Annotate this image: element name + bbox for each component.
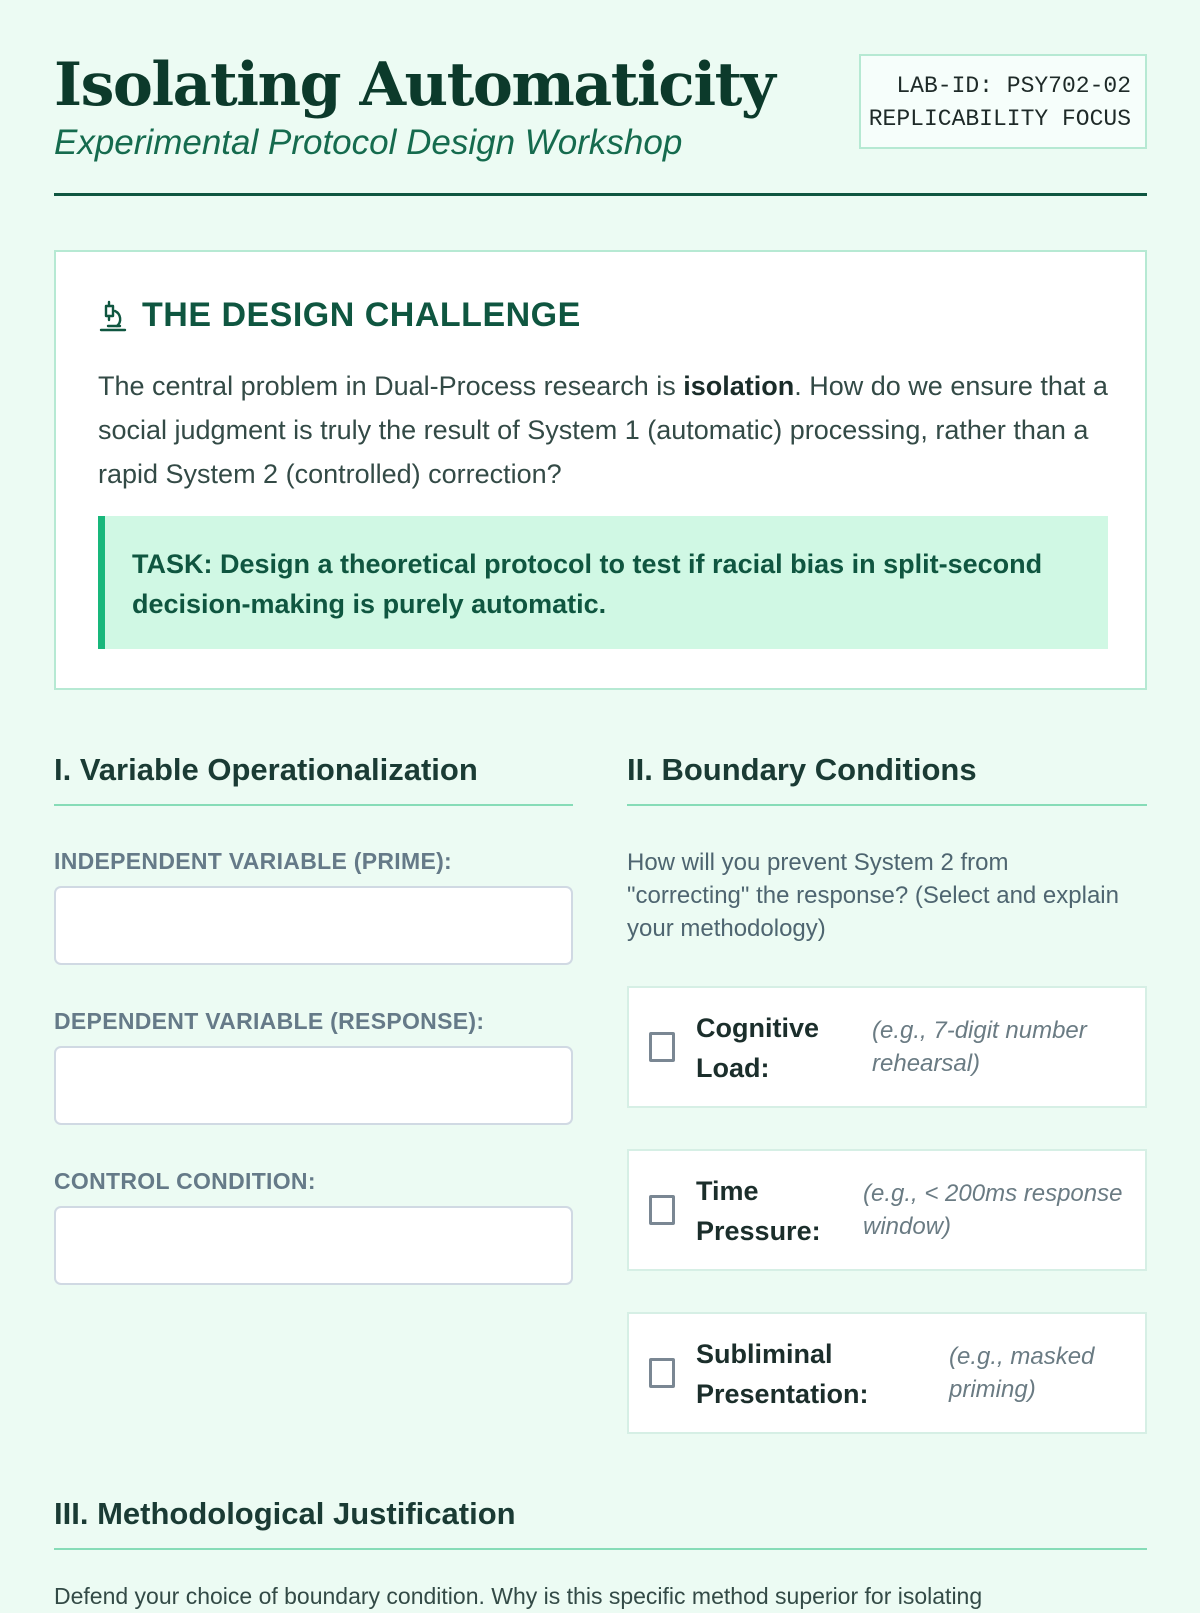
subliminal-presentation-label: Subliminal Presentation:: [696, 1339, 869, 1409]
dependent-variable-label: DEPENDENT VARIABLE (RESPONSE):: [54, 1008, 485, 1034]
lab-focus-label: REPLICABILITY FOCUS: [868, 106, 1131, 132]
time-pressure-checkbox[interactable]: [649, 1195, 675, 1225]
boundary-conditions-description: How will you prevent System 2 from "correcting" the response? (Select and explain your methodology): [627, 849, 1119, 942]
lab-id-box: [859, 54, 1147, 149]
time-pressure-label: Time Pressure:: [696, 1176, 821, 1246]
independent-variable-input[interactable]: [54, 886, 573, 965]
challenge-text-emphasis: isolation: [683, 371, 795, 401]
option-subliminal-presentation[interactable]: [627, 1312, 1147, 1434]
task-callout: TASK: Design a theoretical protocol to test if racial bias in split-second decision-making is purely automatic.: [98, 516, 1108, 649]
design-challenge-card: [54, 250, 1147, 690]
section-variable-operationalization-title: I. Variable Operationalization: [54, 752, 573, 806]
page-header: [54, 0, 1147, 196]
challenge-title: THE DESIGN CHALLENGE: [142, 296, 581, 334]
challenge-heading: [98, 296, 581, 335]
page-title: Isolating Automaticity: [54, 50, 775, 120]
independent-variable-label: INDEPENDENT VARIABLE (PRIME):: [54, 848, 453, 874]
justification-description: Defend your choice of boundary condition. Why is this specific method superior for isolating: [54, 1583, 983, 1609]
time-pressure-example: (e.g., < 200ms response window): [863, 1180, 1123, 1240]
subliminal-presentation-checkbox[interactable]: [649, 1358, 675, 1388]
subliminal-presentation-example: (e.g., masked priming): [949, 1343, 1095, 1403]
challenge-description: [98, 364, 1108, 496]
page-subtitle: Experimental Protocol Design Workshop: [54, 123, 683, 162]
section-methodological-justification-title: III. Methodological Justification: [54, 1496, 1147, 1550]
option-cognitive-load[interactable]: [627, 986, 1147, 1108]
challenge-text-part: The central problem in Dual-Process research is: [98, 371, 684, 401]
lab-id-label: LAB-ID: PSY702-02: [896, 73, 1131, 99]
dependent-variable-input[interactable]: [54, 1046, 573, 1125]
cognitive-load-label: Cognitive Load:: [696, 1013, 820, 1083]
cognitive-load-example: (e.g., 7-digit number rehearsal): [872, 1017, 1087, 1077]
control-condition-label: CONTROL CONDITION:: [54, 1168, 316, 1194]
cognitive-load-checkbox[interactable]: [649, 1032, 675, 1062]
microscope-icon: [98, 299, 128, 333]
section-boundary-conditions-title: II. Boundary Conditions: [627, 752, 1147, 806]
challenge-text-part: . How do we ensure that a social judgment is truly the result of System 1 (automatic) processing, rather than a rapid System 2 (controlled) correction?: [98, 371, 1108, 489]
option-time-pressure[interactable]: [627, 1149, 1147, 1271]
control-condition-input[interactable]: [54, 1206, 573, 1285]
worksheet-page: [54, 0, 1147, 1609]
